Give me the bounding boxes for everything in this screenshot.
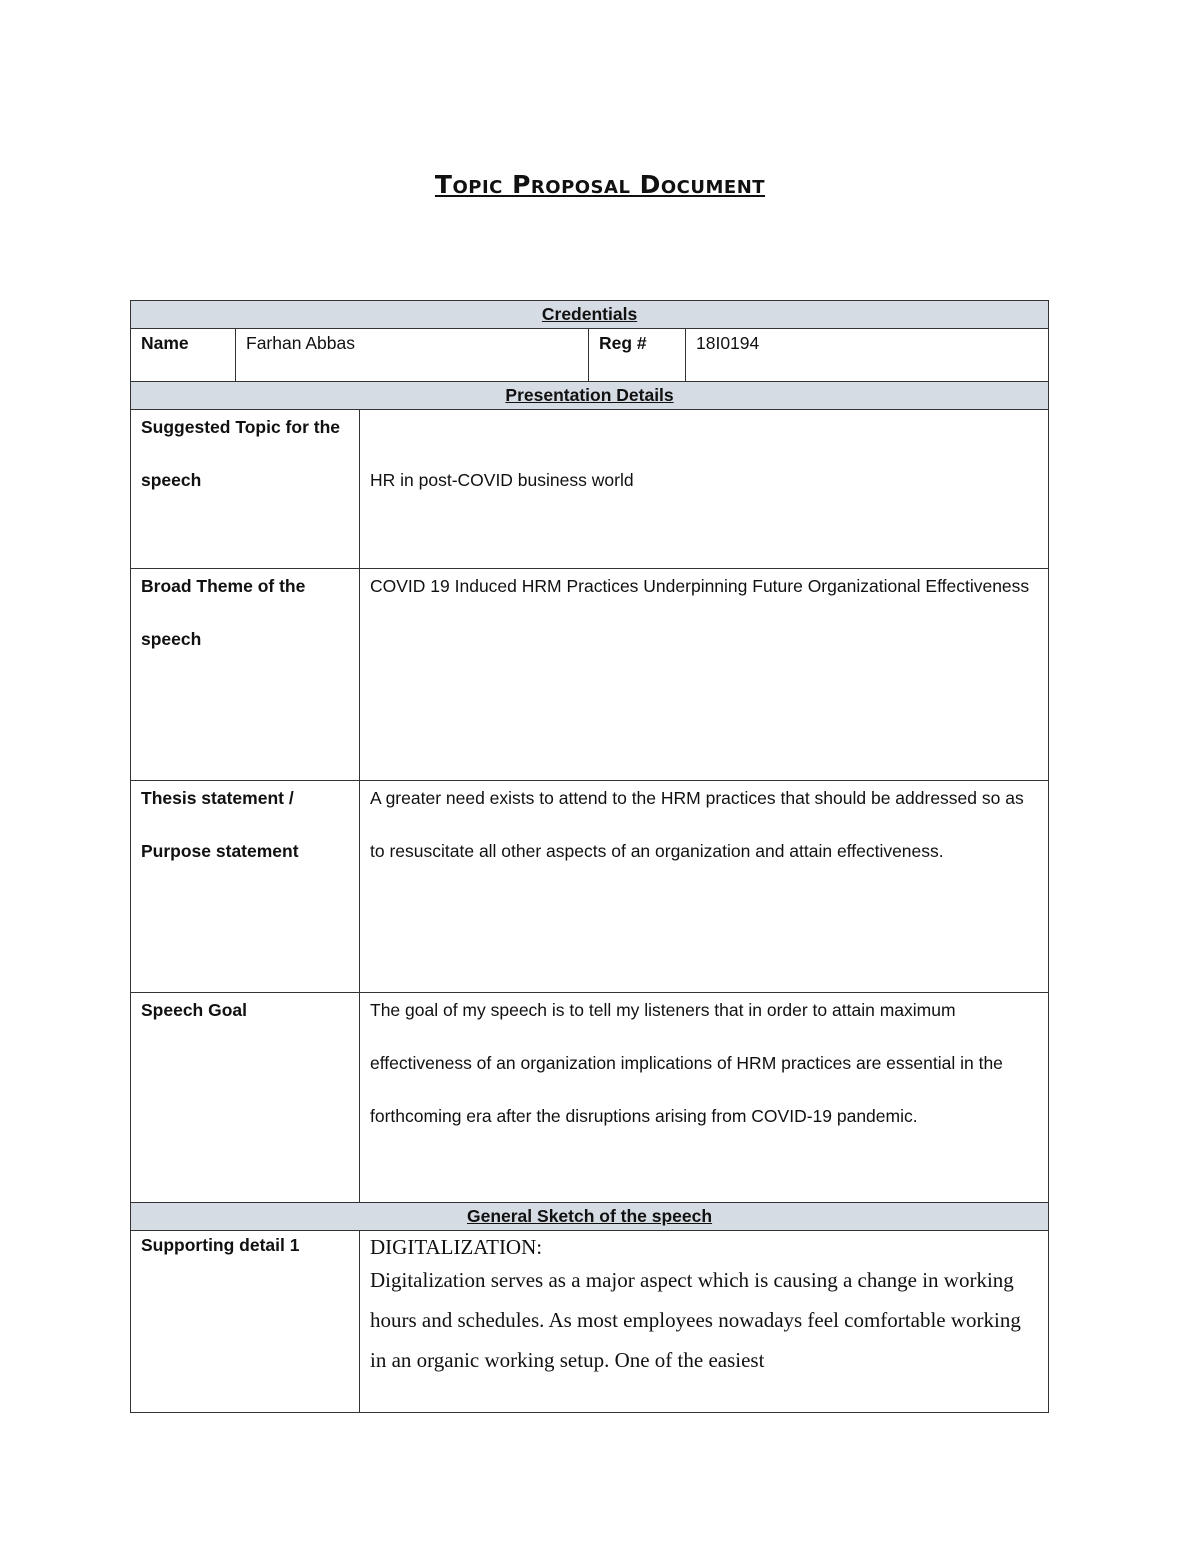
topic-row: [131, 410, 1049, 569]
goal-row: [131, 993, 1049, 1203]
credentials-header: Credentials: [131, 301, 1049, 329]
name-label: Name: [131, 329, 236, 382]
thesis-label: Thesis statement / Purpose statement: [131, 781, 360, 993]
goal-label: Speech Goal: [131, 993, 360, 1203]
page-title: Topic Proposal Document: [434, 170, 766, 199]
theme-label: Broad Theme of the speech: [131, 569, 360, 781]
name-value: Farhan Abbas: [236, 329, 589, 382]
reg-label: Reg #: [589, 329, 686, 382]
reg-value: 18I0194: [686, 329, 1049, 382]
proposal-table: [130, 300, 1049, 1413]
topic-label: Suggested Topic for the speech: [131, 410, 360, 569]
goal-value: The goal of my speech is to tell my listeners that in order to attain maximum effectiveness of an organization implications of HRM practices are essential in the forthcoming era after the disruptions arising from COVID-19 pandemic.: [360, 993, 1049, 1203]
theme-row: [131, 569, 1049, 781]
detail-cell: [360, 1231, 1049, 1413]
sketch-header-row: [131, 1203, 1049, 1231]
credentials-header-row: [131, 301, 1049, 329]
credentials-row: [131, 329, 1049, 382]
thesis-value: A greater need exists to attend to the HRM practices that should be addressed so as to resuscitate all other aspects of an organization and attain effectiveness.: [360, 781, 1049, 993]
detail-row: [131, 1231, 1049, 1413]
detail-text: Digitalization serves as a major aspect which is causing a change in working hours and schedules. As most employees nowadays feel comfortable working in an organic working setup. One of the easiest: [370, 1268, 1021, 1372]
detail-heading: DIGITALIZATION:: [370, 1235, 543, 1259]
topic-value: HR in post-COVID business world: [360, 410, 1049, 569]
theme-value: COVID 19 Induced HRM Practices Underpinning Future Organizational Effectiveness: [360, 569, 1049, 781]
thesis-row: [131, 781, 1049, 993]
presentation-header: Presentation Details: [131, 382, 1049, 410]
sketch-header: General Sketch of the speech: [131, 1203, 1049, 1231]
detail-label: Supporting detail 1: [131, 1231, 360, 1413]
